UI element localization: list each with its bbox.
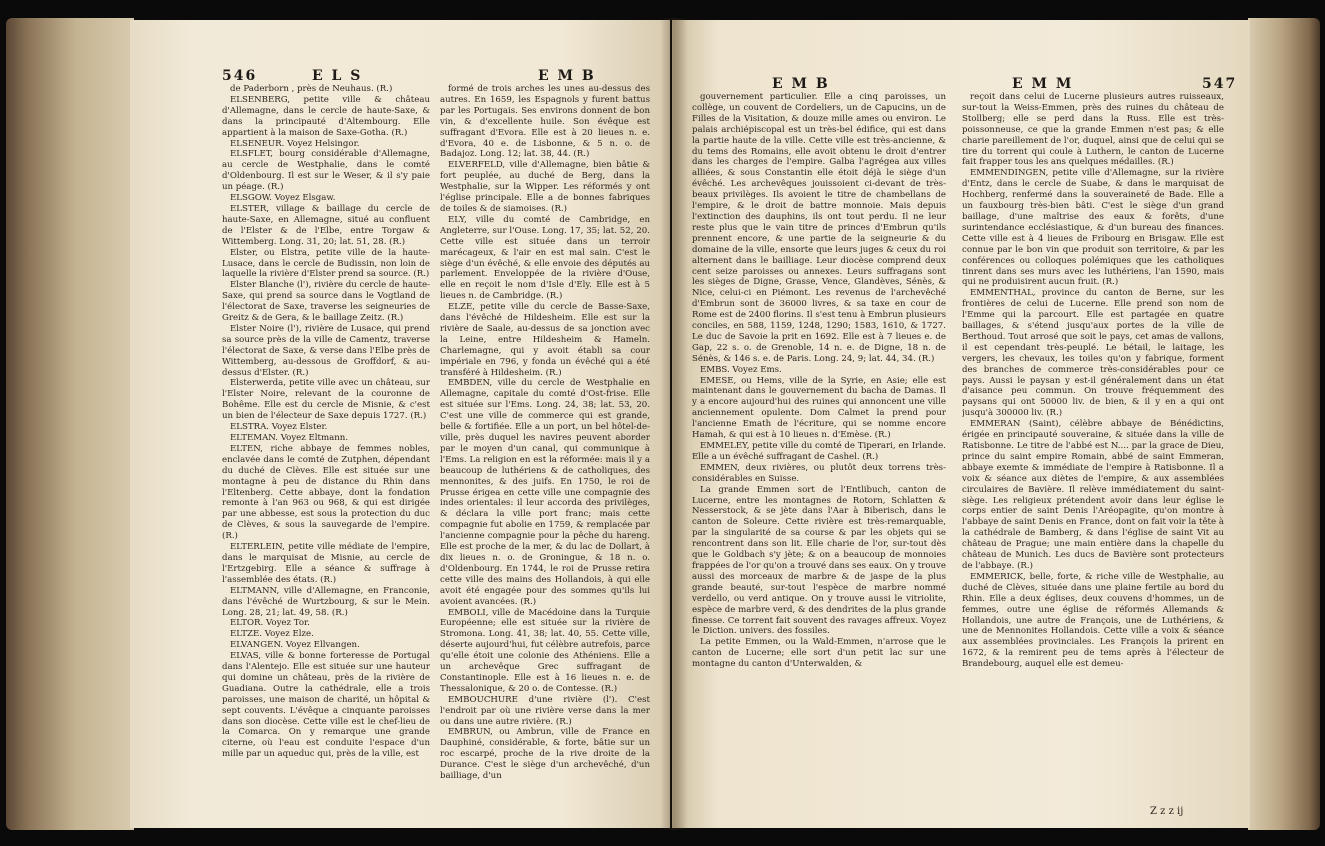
right-page	[672, 20, 1250, 828]
left-column-1	[222, 84, 430, 812]
entry-paragraph: ELTERLEIN, petite ville médiate de l'empire, dans le marquisat de Misnie, au cercle de l'Ertzgebirg. Elle a séance & suffrage à l'assemblée des états. (R.)	[222, 542, 430, 585]
entry-paragraph: formé de trois arches les unes au-dessus des autres. En 1659, les Espagnols y furent battus par les Portugais. Ses environs donnent de bon vin, & d'excellente huile. Son évêque est suffragant d'Evora. Elle est à 20 lieues n. e. d'Evora, 40 e. de Lisbonne, & 5 n. o. de Badajoz. Long. 12; lat. 38, 44. (R.)	[440, 84, 650, 160]
entry-paragraph: gouvernement particulier. Elle a cinq paroisses, un collège, un couvent de Cordeliers, un de Capucins, un de Filles de la Visitation, & douze mille ames ou environ. Le palais archiépiscopal est un très-bel édifice, qui est dans la partie haute de la ville. Cette ville est très-ancienne, & du tems des Romains, elle avoit obtenu le droit d'entrer dans les charges de l'empire. Galba l'agrégea aux villes alliées, & sous Constantin elle étoit déjà le siège d'un évêché. Les archevêques jouissoient ci-devant de très-beaux privilèges. Ils avoient le titre de chambellans de l'empire, & le droit de battre monnoie. Mais depuis l'extinction des dauphins, ils ont tout perdu. Il ne leur reste plus que le vain titre de princes d'Embrun qu'ils prennent encore, & une partie de la seigneurie & du domaine de la ville, ensorte que leurs juges & ceux du roi alternent dans le bailliage. Leur diocèse comprend deux cent seize paroisses ou annexes. Leurs suffragans sont les sièges de Digne, Grasse, Vence, Glandèves, Sénès, & Nice, celui-ci en Piémont. Les revenus de l'archevêché d'Embrun sont de 36000 livres, & sa taxe en cour de Rome est de 2400 florins. Il s'est tenu à Embrun plusieurs conciles, en 588, 1159, 1248, 1290; 1583, 1610, & 1727. Le duc de Savoie la prit en 1692. Elle est à 7 lieues e. de Gap, 22 s. o. de Grenoble, 14 n. e. de Digne, 18 n. de Sénès, & 146 s. e. de Paris. Long. 24, 9; lat. 44, 34. (R.)	[692, 92, 946, 364]
entry-paragraph: ELSFLET, bourg considérable d'Allemagne, au cercle de Westphalie, dans le comté d'Oldenbourg. Il est sur le Weser, & il s'y paie un péage. (R.)	[222, 149, 430, 193]
entry-paragraph: Elster Noire (l'), rivière de Lusace, qui prend sa source près de la ville de Camentz, traverse l'électorat de Saxe, & verse dans l'Elbe près de Wittemberg, au-dessous de Groffdorf, & au-dessus d'Elster. (R.)	[222, 323, 430, 378]
entry-paragraph: ELTZE. Voyez Elze.	[230, 629, 314, 640]
entry-paragraph: ELZE, petite ville du cercle de Basse-Saxe, dans l'évêché de Hildesheim. Elle est sur la rivière de Saale, au-dessus de sa jonction avec la Leine, entre Hildesheim & Hameln. Charlemagne, qui y avoit établi sa cour impériale en 796, y fonda un évêché qui a été transféré à Hildesheim. (R.)	[440, 302, 650, 378]
entry-paragraph: ELTMANN, ville d'Allemagne, en Franconie, dans l'évêché de Wurtzbourg, & sur le Mein. Long. 28, 21; lat. 49, 58. (R.)	[222, 585, 430, 618]
entry-paragraph: EMBOLI, ville de Macédoine dans la Turquie Européenne; elle est située sur la rivière de Stromona. Long. 41, 38; lat. 40, 55. Cette ville, déserte aujourd'hui, fut célèbre autrefois, parce qu'elle étoit une colonie des Athéniens. Elle a un archevêque Grec suffragant de Constantinople. Elle est à 16 lieues n. e. de Thessalonique, & 20 o. de Contesse. (R.)	[440, 607, 650, 694]
left-page-edges	[6, 18, 134, 830]
entry-paragraph: La petite Emmen, ou la Wald-Emmen, n'arrose que le canton de Lucerne; elle sort d'un petit lac sur une montagne du canton d'Unterwalden, &	[692, 637, 946, 670]
left-column-2	[440, 84, 650, 812]
entry-paragraph: ELTOR. Voyez Tor.	[230, 618, 310, 629]
entry-paragraph: EMBDEN, ville du cercle de Westphalie en Allemagne, capitale du comté d'Ost-frise. Elle est située sur l'Ems. Long. 24, 38; lat. 53, 20. C'est une ville de commerce qui est grande, belle & fortifiée. Elle a un port, un bel hôtel-de-ville, près duquel les navires peuvent aborder par le moyen d'un canal, qui communique à l'Ems. La religion en est la réformée: mais il y a beaucoup de luthériens & de catholiques, des mennonites, & des juifs. En 1750, le roi de Prusse érigea en cette ville une compagnie des indes orientales: il leur accorda des privilèges, & déclara la ville port franc; mais cette compagnie fut abolie en 1759, & remplacée par l'ancienne compagnie pour la pêche du hareng. Elle est proche de la mer, & du lac de Dollart, à dix lieues n. o. de Groningue, & 18 n. o. d'Oldenbourg. En 1744, le roi de Prusse retira cette ville des mains des Hollandois, à qui elle avoit été engagée pour des sommes qu'ils lui avoient avancées. (R.)	[440, 378, 650, 607]
entry-paragraph: Elsterwerda, petite ville avec un château, sur l'Elster Noire, relevant de la couronne de Bohême. Elle est du cercle de Misnie, & c'est un bien de l'électeur de Saxe depuis 1727. (R.)	[222, 378, 430, 422]
entry-paragraph: ELSENBERG, petite ville & château d'Allemagne, dans le cercle de haute-Saxe, & dans la principauté d'Altembourg. Elle appartient à la maison de Saxe-Gotha. (R.)	[222, 94, 430, 138]
entry-paragraph: EMBRUN, ou Ambrun, ville de France en Dauphiné, considérable, & forte, bâtie sur un roc escarpé, proche de la rive droite de la Durance. C'est le siège d'un archevêché, d'un bailliage, d'un	[440, 727, 650, 782]
right-header-left: E M B	[772, 76, 830, 92]
entry-paragraph: ELVERFELD, ville d'Allemagne, bien bâtie & fort peuplée, au duché de Berg, dans la Westphalie, sur la Wipper. Les réformés y ont l'église principale. Elle a de bonnes fabriques de toiles & de siamoises. (R.)	[440, 160, 650, 214]
entry-paragraph: EMMEN, deux rivières, ou plutôt deux torrens très-considérables en Suisse.	[692, 462, 946, 484]
entry-paragraph: EMBOUCHURE d'une rivière (l'). C'est l'endroit par où une rivière verse dans la mer ou dans une autre rivière. (R.)	[440, 694, 650, 727]
entry-paragraph: ELSGOW. Voyez Elsgaw.	[230, 193, 336, 204]
entry-paragraph: EMMENDINGEN, petite ville d'Allemagne, sur la rivière d'Entz, dans le cercle de Suabe, & dans le marquisat de Hochberg, renfermé dans la souveraineté de Bade. Elle a un fauxbourg très-bien bâti. C'est le siège d'un grand baillage, d'une maîtrise des eaux & forêts, d'une surintendance ecclésiastique, & d'un bureau des finances. Cette ville est à 4 lieues de Fribourg en Brisgaw. Elle est connue par le bon vin que produit son territoire, & par les conférences ou colloques polémiques que les catholiques tinrent dans ses murs avec les luthériens, l'an 1590, mais qui ne produisirent aucun fruit. (R.)	[962, 168, 1224, 288]
entry-paragraph: ELSTER, village & baillage du cercle de haute-Saxe, en Allemagne, situé au confluent de l'Elster & de l'Elbe, entre Torgaw & Wittemberg. Long. 31, 20; lat. 51, 28. (R.)	[222, 203, 430, 247]
entry-paragraph: EMMERAN (Saint), célèbre abbaye de Bénédictins, érigée en principauté souveraine, & située dans la ville de Ratisbonne. Le titre de l'abbé est N.... par la grace de Dieu, prince du saint empire Romain, abbé de saint Emmeran, abbaye exemte & immédiate de l'empire à Ratisbonne. Il a voix & séance aux diètes de l'empire, & aux assemblées circulaires de Bavière. Il relève immédiatement du saint-siège. Les religieux prétendent avoir dans leur église le corps entier de saint Denis l'Aréopagite, qu'on montre à l'abbaye de saint Denis en France, dont on fait voir la tête à la cathédrale de Bamberg, & dans l'église de saint Vit au château de Prague; une main entière dans la chapelle du château de Munich. Les ducs de Bavière sont protecteurs de l'abbaye. (R.)	[962, 419, 1224, 571]
entry-paragraph: ELVAS, ville & bonne forteresse de Portugal dans l'Alentejo. Elle est située sur une hauteur qui domine un château, près de la rivière de Guadiana. Outre la cathédrale, elle a trois paroisses, une maison de charité, un hôpital & sept couvents. L'évêque a cinquante paroisses dans son diocèse. Cette ville est le chef-lieu de la Comarca. On y remarque une grande citerne, où l'eau est conduite l'espace d'un mille par un aqueduc qui, près de la ville, est	[222, 651, 430, 760]
signature-mark: Z z z ij	[1150, 806, 1184, 817]
right-page-edges	[1248, 18, 1320, 830]
entry-paragraph: Elster, ou Elstra, petite ville de la haute-Lusace, dans le cercle de Budissin, non loin de laquelle la rivière d'Elster prend sa source. (R.)	[222, 247, 430, 280]
right-header-center: E M M	[1012, 76, 1074, 92]
entry-paragraph: EMESE, ou Hems, ville de la Syrie, en Asie; elle est maintenant dans le gouvernement du bacha de Damas. Il y a encore aujourd'hui des ruines qui annoncent une ville anciennement opulente. Dom Calmet la prend pour l'ancienne Emath de l'écriture, qui se nomme encore Hamah, & qui est à 10 lieues n. d'Emèse. (R.)	[692, 375, 946, 441]
entry-paragraph: EMMELEY, petite ville du comté de Tiperari, en Irlande. Elle a un évêché suffragant de Cashel. (R.)	[692, 441, 946, 462]
book-gutter	[660, 18, 688, 830]
right-column-1	[692, 92, 946, 812]
left-page	[130, 20, 670, 828]
entry-paragraph: ELSTRA. Voyez Elster.	[230, 422, 328, 433]
entry-paragraph: ELTEMAN. Voyez Eltmann.	[230, 433, 349, 443]
entry-paragraph: EMMENTHAL, province du canton de Berne, sur les frontières de celui de Lucerne. Elle prend son nom de l'Emme qui la parcourt. Elle est partagée en quatre baillages, & s'étend jusqu'aux portes de la ville de Berthoud. Tout arrosé que soit le pays, cet amas de vallons, il est cependant très-peuplé. Le bétail, le laitage, les vergers, les chevaux, les toiles qu'on y fabrique, forment des branches de commerce très-considérables pour ce pays. Aussi le paysan y est-il généralement dans un état d'aisance peu commun. On trouve fréquemment des paysans qui ont 50000 liv. de bien, & il y en a qui ont jusqu'à 300000 liv. (R.)	[962, 288, 1224, 419]
entry-paragraph: EMBS. Voyez Ems.	[700, 364, 782, 375]
open-book	[0, 18, 1325, 834]
entry-paragraph: reçoit dans celui de Lucerne plusieurs autres ruisseaux, sur-tout la Weiss-Emmen, près des ruines du château de Stollberg; elle se perd dans la Russ. Elle est très-poissonneuse, ce que la grande Emmen n'est pas; & elle charie pareillement de l'or, duquel, ainsi que de celui qui se tire du torrent qui coule à Luthern, le canton de Lucerne fait frapper tous les ans quelques médailles. (R.)	[962, 92, 1224, 168]
left-header-right: E M B	[538, 68, 596, 84]
left-page-number: 546	[222, 68, 258, 84]
entry-paragraph: ELSENEUR. Voyez Helsingor.	[230, 138, 360, 149]
entry-paragraph: La grande Emmen sort de l'Entlibuch, canton de Lucerne, entre les montagnes de Rotorn, Schlatten & Nesserstock, & se jète dans l'Aar à Biberisch, dans le canton de Soleure. Cette rivière est très-remarquable, par la singularité de sa course & par les objets qui se rencontrent dans son lit. Elle charie de l'or, sur-tout dès que le Goldbach s'y jète; & on a beaucoup de monnoies frappées de l'or qu'on a trouvé dans ses eaux. On y trouve aussi des morceaux de marbre & de jaspe de la plus grande beauté, sur-tout l'espèce de marbre nommé verdello, ou verd antique. On y trouve aussi le vitriolite, espèce de marbre verd, & des dendrites de la plus grande finesse. Ce torrent fait souvent des ravages affreux. Voyez le Diction. univers. des fossiles.	[692, 484, 946, 637]
entry-paragraph: EMMERICK, belle, forte, & riche ville de Westphalie, au duché de Clèves, située dans une plaine fertile au bord du Rhin. Elle a deux églises, deux couvens d'hommes, un de femmes, outre une église de réformés Allemands & Hollandois, une autre de François, une de Luthériens, & une de Mennonites Hollandois. Cette ville a voix & séance aux assemblées provinciales. Les François la prirent en 1672, & la remirent peu de tems après à l'électeur de Brandebourg, auquel elle est demeu-	[962, 571, 1224, 670]
right-column-2	[962, 92, 1224, 792]
entry-paragraph: Elster Blanche (l'), rivière du cercle de haute-Saxe, qui prend sa source dans le Vogtland de l'électorat de Saxe, traverse les seigneuries de Greitz & de Gera, & le baillage Zeitz. (R.)	[222, 280, 430, 324]
entry-paragraph: ELVANGEN. Voyez Ellvangen.	[230, 640, 360, 651]
entry-paragraph: de Paderborn , près de Neuhaus. (R.)	[230, 84, 393, 94]
left-header-center: E L S	[312, 68, 363, 84]
entry-paragraph: ELY, ville du comté de Cambridge, en Angleterre, sur l'Ouse. Long. 17, 35; lat. 52, 20. Cette ville est située dans un terroir marécageux, & l'air en est mal sain. C'est le siège d'un évêché, & elle envoie des députés au parlement. Enveloppée de la rivière d'Ouse, elle en reçoit le nom d'Isle d'Ely. Elle est à 5 lieues n. de Cambridge. (R.)	[440, 214, 650, 302]
entry-paragraph: ELTEN, riche abbaye de femmes nobles, enclavée dans le comté de Zutphen, dépendant du duché de Clèves. Elle est située sur une montagne à peu de distance du Rhin dans l'Eltenberg. Cette abbaye, dont la fondation remonte à l'an 963 ou 968, & qui est dirigée par une abbesse, est sous la protection du duc de Clèves, & sous la sauvegarde de l'empire. (R.)	[222, 443, 430, 542]
right-page-number: 547	[1202, 76, 1238, 92]
